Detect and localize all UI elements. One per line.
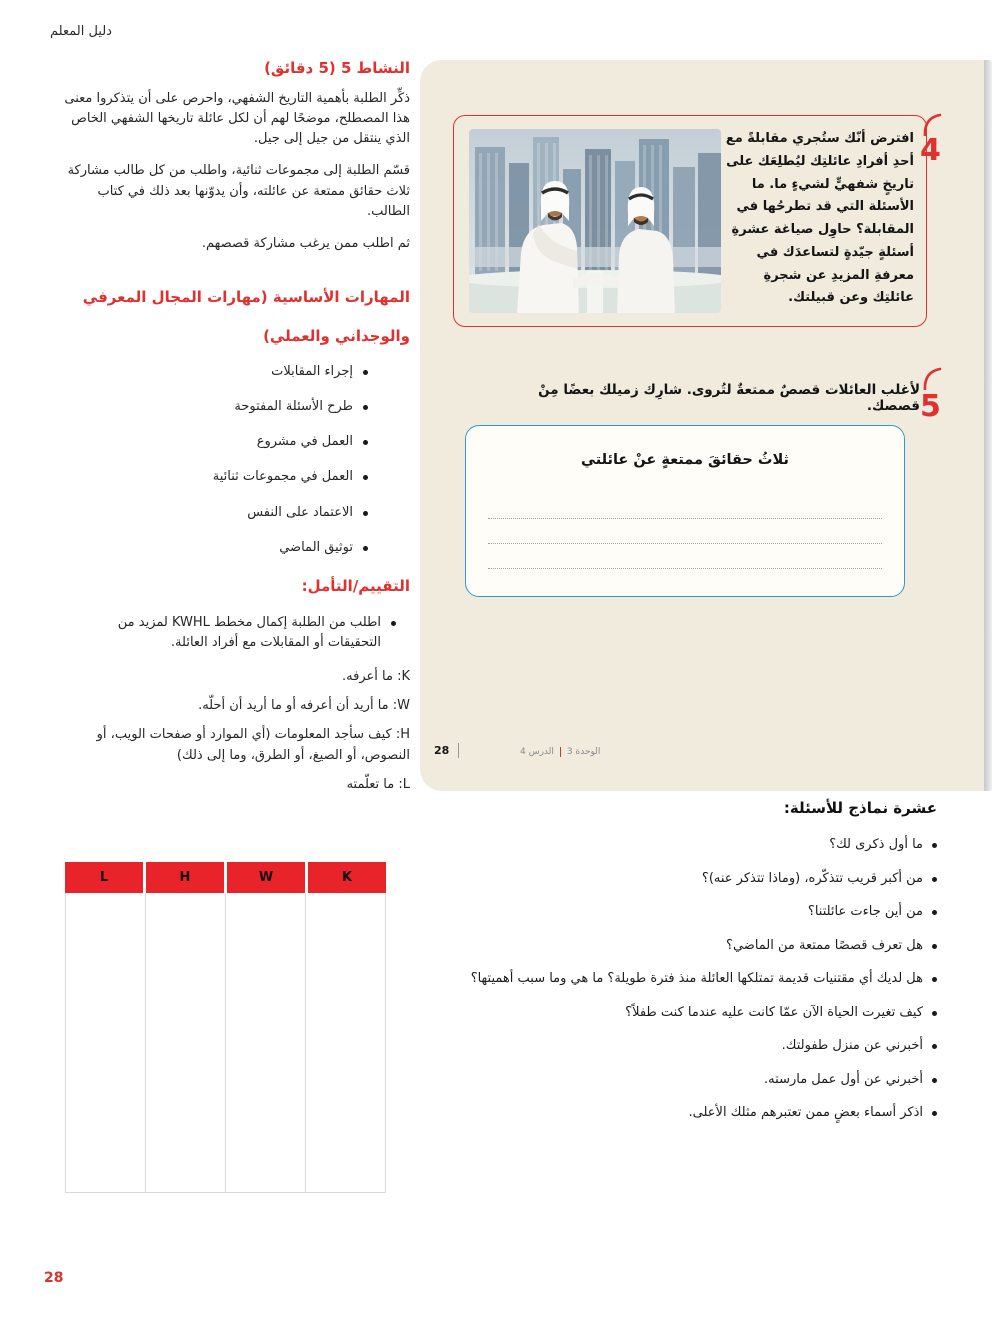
- book-page-edge: [984, 60, 992, 791]
- skill-label: طرح الأسئلة المفتوحة: [234, 399, 353, 415]
- student-book-page: [420, 60, 984, 791]
- bullet-dot-icon: [363, 370, 368, 375]
- question-text: هل تعرف قصصًا ممتعة من الماضي؟: [726, 937, 923, 953]
- facts-writein-box: [465, 425, 905, 597]
- question-item: [420, 869, 937, 889]
- question-text: من أكبر قريب تتذكّره، (وماذا تتذكر عنه)؟: [701, 870, 923, 886]
- core-skills-list: [63, 362, 410, 558]
- kwhl-empty-column: [305, 893, 385, 1192]
- question-item: [420, 969, 937, 989]
- kwhl-header-cell: W: [227, 862, 305, 893]
- skill-label: إجراء المقابلات: [271, 363, 353, 379]
- bracket-ornament-icon: [922, 366, 942, 390]
- question-text: اذكر أسماء بعضٍ ممن تعتبرهم مثلك الأعلى.: [688, 1105, 923, 1120]
- activity5-prompt: لأغلب العائلات قصصٌ ممتعةٌ لتُروى. شارِك زميلك بعضًا مِنْ قصصك.: [538, 382, 920, 414]
- write-line: [488, 568, 882, 569]
- question-item: [420, 1036, 937, 1056]
- skill-label: الاعتماد على النفس: [247, 504, 353, 520]
- student-page-number: 28: [434, 744, 450, 757]
- question-item: [420, 835, 937, 855]
- guide-page-number: 28: [44, 1270, 64, 1286]
- bullet-dot-icon: [932, 944, 937, 949]
- kwhl-header-cell: K: [308, 862, 386, 893]
- activity-paragraph: ذكِّر الطلبة بأهمية التاريخ الشفهي، واحرص على أن يتذكروا معنى هذا المصطلح، موضحًا لهم أن لكل عائلة تاريخها الشفهي الخاص الذي ينتقل من جيل إلى جيل.: [64, 91, 410, 147]
- kwhl-chart: [65, 862, 386, 1193]
- activity4-number: 4: [920, 133, 941, 168]
- list-item: [63, 503, 368, 523]
- question-item: [420, 1103, 937, 1123]
- lesson-label: الدرس 4: [520, 747, 554, 757]
- kwhl-header-row: [65, 862, 386, 893]
- question-text: من أين جاءت عائلتنا؟: [807, 904, 923, 919]
- kwhl-empty-column: [66, 893, 145, 1192]
- bullet-dot-icon: [363, 440, 368, 445]
- question-text: أخبرني عن منزل طفولتك.: [781, 1038, 923, 1053]
- bullet-dot-icon: [932, 977, 937, 982]
- question-item: [420, 1070, 937, 1090]
- question-text: هل لديك أي مقتنيات قديمة تمتلكها العائلة منذ فترة طويلة؟ ما هي وما سبب أهميتها؟: [470, 971, 923, 986]
- activity-paragraph: ثم اطلب ممن يرغب مشاركة قصصهم.: [201, 235, 410, 251]
- question-item: [420, 902, 937, 922]
- unit-label: الوحدة 3: [566, 747, 601, 757]
- kwhl-empty-column: [225, 893, 305, 1192]
- student-page-footer: [520, 747, 600, 757]
- activity4-box: [453, 115, 927, 327]
- core-skills-heading: المهارات الأساسية (مهارات المجال المعرفي والوجداني والعملي): [82, 287, 410, 345]
- list-item: [63, 362, 368, 382]
- activity4-prompt: افترض أنّك ستُجري مقابلةً مع أحدِ أفرادِ عائلتِك ليُطلِعَك على تاريخٍ شفهيٍّ لشيءٍ ما. ما الأسئلة التي قد تطرحُها في المقابلة؟ حاوِل صياغة عشرةِ أسئلةٍ جيّدةٍ لتساعدَك في معرفةِ المزيدِ عن شجرةِ عائلتِك وعن قبيلتك.: [725, 131, 914, 306]
- question-text: كيف تغيرت الحياة الآن عمّا كانت عليه عندما كنت طفلاً؟: [625, 1004, 923, 1020]
- kwhl-definition: W: ما أريد أن أعرفه أو ما أريد أن أحلّه.: [198, 698, 410, 714]
- guide-header-label: دليل المعلم: [50, 24, 112, 39]
- list-item: [63, 538, 368, 558]
- skill-label: توثيق الماضي: [279, 539, 353, 555]
- kwhl-empty-column: [145, 893, 225, 1192]
- bullet-dot-icon: [363, 546, 368, 551]
- sample-questions-section: [420, 799, 937, 1137]
- question-text: أخبرني عن أول عمل مارسته.: [764, 1071, 923, 1087]
- skill-label: العمل في مجموعات ثنائية: [212, 469, 353, 485]
- list-item: [63, 397, 368, 417]
- bullet-dot-icon: [363, 405, 368, 410]
- question-item: [420, 1003, 937, 1023]
- bullet-dot-icon: [932, 910, 937, 915]
- kwhl-header-cell: H: [146, 862, 224, 893]
- assessment-heading: التقييم/التأمل:: [301, 576, 410, 595]
- bullet-dot-icon: [932, 1111, 937, 1116]
- question-item: [420, 936, 937, 956]
- assessment-text: اطلب من الطلبة إكمال مخطط KWHL لمزيد من التحقيقات أو المقابلات مع أفراد العائلة.: [117, 614, 381, 650]
- activity5-number: 5: [920, 389, 941, 424]
- bullet-dot-icon: [363, 511, 368, 516]
- bullet-dot-icon: [932, 1044, 937, 1049]
- questions-heading: عشرة نماذج للأسئلة:: [783, 799, 937, 817]
- list-item: [63, 432, 368, 452]
- kwhl-header-cell: L: [65, 862, 143, 893]
- kwhl-body: [65, 893, 386, 1193]
- city-interview-illustration: [469, 129, 721, 313]
- footer-red-divider: [560, 747, 561, 757]
- teacher-notes-column: [63, 58, 410, 804]
- bullet-dot-icon: [932, 1078, 937, 1083]
- kwhl-definition: K: ما أعرفه.: [342, 669, 410, 685]
- write-line: [488, 518, 882, 519]
- write-line: [488, 543, 882, 544]
- kwhl-definition: L: ما تعلّمته: [346, 776, 410, 792]
- list-item: [63, 467, 368, 487]
- skill-label: العمل في مشروع: [256, 434, 353, 450]
- activity-paragraph: قسّم الطلبة إلى مجموعات ثنائية، واطلب من كل طالب مشاركة ثلاث حقائق ممتعة عن عائلته، وأن يدوّنها بعد ذلك في كتاب الطالب.: [67, 163, 410, 219]
- facts-box-title: ثلاثُ حقائقَ ممتعةٍ عنْ عائلتي: [581, 452, 789, 468]
- question-text: ما أول ذكرى لك؟: [829, 837, 923, 852]
- activity-heading: النشاط 5 (5 دقائق): [264, 59, 410, 77]
- bullet-dot-icon: [932, 1011, 937, 1016]
- bullet-dot-icon: [932, 877, 937, 882]
- assessment-bullet: [63, 613, 410, 653]
- bullet-dot-icon: [391, 621, 396, 626]
- bullet-dot-icon: [932, 843, 937, 848]
- footer-divider: [458, 743, 459, 758]
- bullet-dot-icon: [363, 475, 368, 480]
- photo-two-men-interview: [469, 129, 721, 313]
- kwhl-definition: H: كيف سأجد المعلومات (أي الموارد أو صفحات الويب، أو النصوص، أو الصيغ، أو الطرق، وما إلى ذلك): [96, 727, 410, 763]
